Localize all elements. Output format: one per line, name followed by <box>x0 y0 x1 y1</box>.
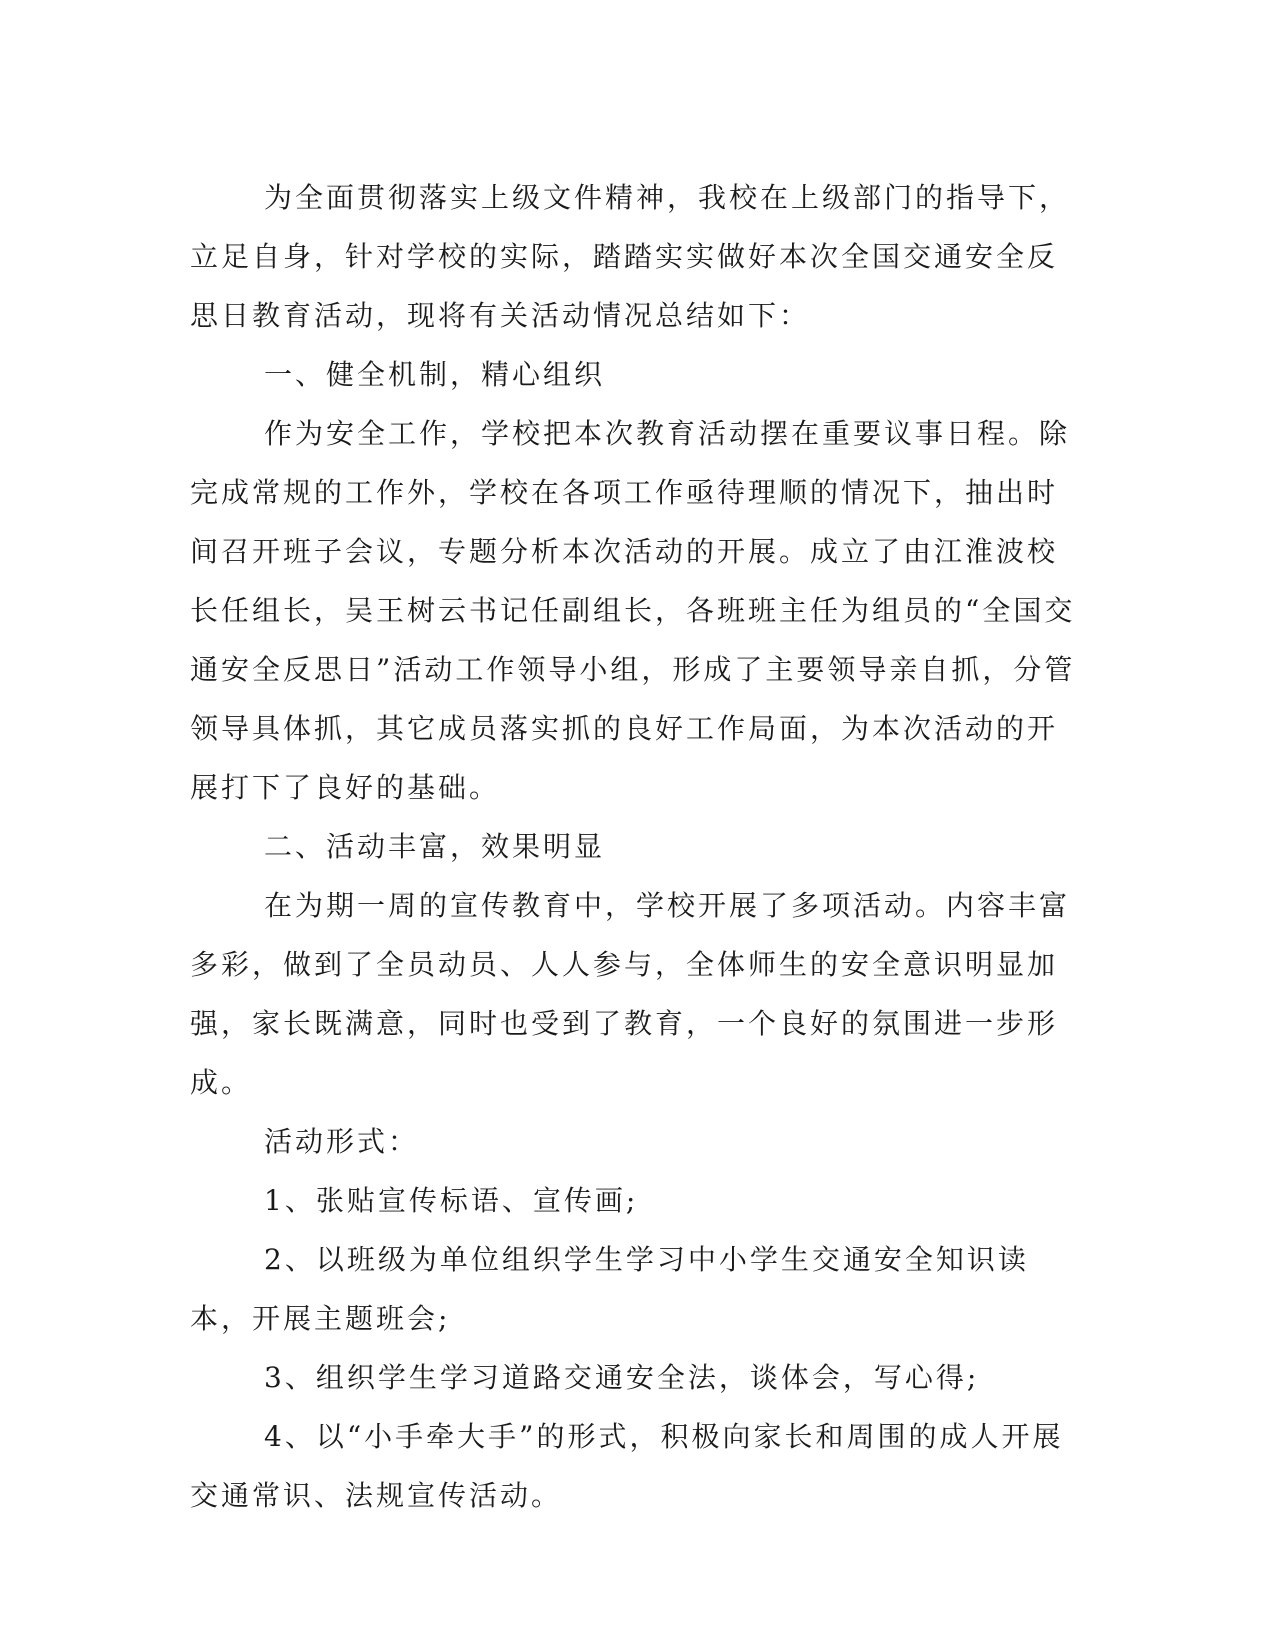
list-item: 3、组织学生学习道路交通安全法，谈体会，写心得; <box>264 1361 980 1394</box>
list-item: 1、张贴宣传标语、宣传画; <box>264 1184 639 1217</box>
section-heading-1: 一、健全机制，精心组织 <box>264 358 606 391</box>
document-body <box>190 168 1080 1525</box>
list-item: 4、以“小手牵大手”的形式，积极向家长和周围的成人开展交通常识、法规宣传活动。 <box>190 1420 1064 1512</box>
activities-paragraph: 在为期一周的宣传教育中，学校开展了多项活动。内容丰富多彩，做到了全员动员、人人参与，全体师生的安全意识明显加强，家长既满意，同时也受到了教育，一个良好的氛围进一步形成。 <box>190 889 1071 1099</box>
organization-paragraph: 作为安全工作，学校把本次教育活动摆在重要议事日程。除完成常规的工作外，学校在各项工作亟待理顺的情况下，抽出时间召开班子会议，专题分析本次活动的开展。成立了由江淮波校长任组长，吴王树云书记任副组长，各班班主任为组员的“全国交通安全反思日”活动工作领导小组，形成了主要领导亲自抓，分管领导具体抓，其它成员落实抓的良好工作局面，为本次活动的开展打下了良好的基础。 <box>190 417 1076 804</box>
list-item: 2、以班级为单位组织学生学习中小学生交通安全知识读本，开展主题班会; <box>190 1243 1029 1335</box>
activity-forms-label: 活动形式： <box>264 1125 420 1158</box>
section-heading-2: 二、活动丰富，效果明显 <box>264 830 606 863</box>
intro-paragraph: 为全面贯彻落实上级文件精神，我校在上级部门的指导下，立足自身，针对学校的实际，踏踏实实做好本次全国交通安全反思日教育活动，现将有关活动情况总结如下： <box>190 181 1071 332</box>
